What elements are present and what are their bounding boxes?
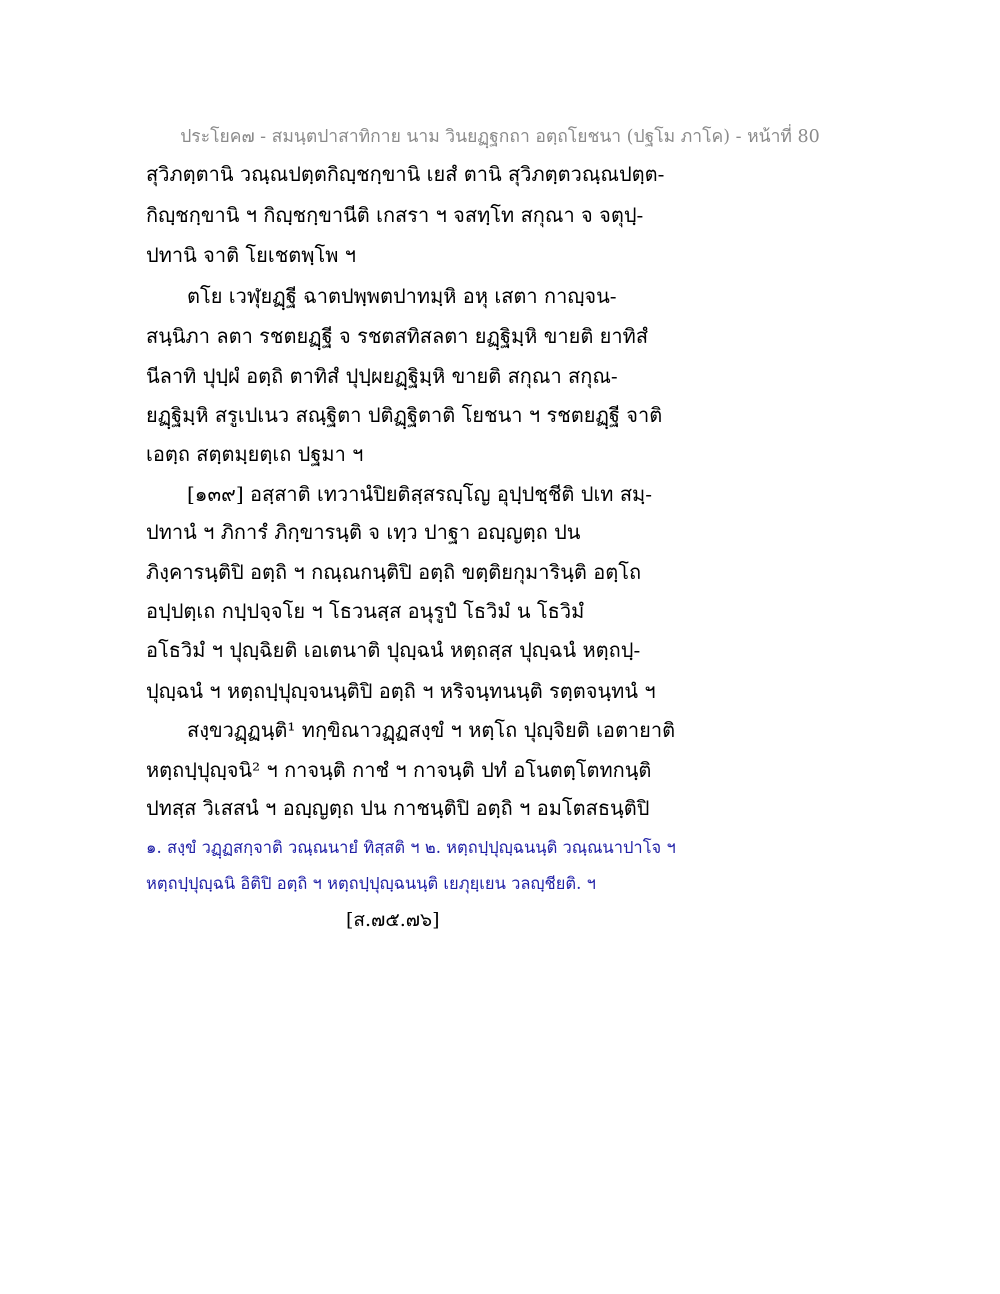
body-line-1: สุวิภตฺตานิ วณฺณปตฺตกิญฺชกฺขานิ เยสํ ตานิ สุวิภตฺตวณฺณปตฺต- <box>146 162 665 186</box>
body-line-6: นีลาทิ ปุปฺผํ อตฺถิ ตาทิสํ ปุปฺผยฏฺฐิมฺหิ ขายติ สกุณา สกุณ- <box>146 364 618 388</box>
body-line-5: สนฺนิภา ลตา รชตยฏฺฐี จ รชตสทิสลตา ยฏฺฐิมฺหิ ขายติ ยาทิสํ <box>146 324 649 348</box>
body-line-3: ปทานิ จาติ โยเชตพฺโพ ฯ <box>146 243 356 267</box>
body-line-9: [๑๓๙] อสฺสาติ เทวานํปิยติสฺสรญฺโญ อุปฺปชฺชีติ ปเท สมฺ- <box>187 482 652 506</box>
page-reference: [ส.๗๕.๗๖] <box>346 909 440 931</box>
body-line-10: ปทานํ ฯ ภิการํ ภิกฺขารนฺติ จ เทฺว ปาฐา อญฺญตฺถ ปน <box>146 520 581 544</box>
footnote-line-2: หตฺถปฺปุญฺฉนิ อิติปิ อตฺถิ ฯ หตฺถปฺปุญฺฉนนฺติ เยภุยฺเยน วลญฺชียติ. ฯ <box>146 874 596 893</box>
body-line-12: อปฺปตฺเถ กปฺปจฺจโย ฯ โธวนสฺส อนุรูปํ โธวิมํ น โธวิมํ <box>146 599 585 623</box>
body-line-2: กิญฺชกฺขานิ ฯ กิญฺชกฺขานีติ เกสรา ฯ จสทฺโท สกุณา จ จตุปฺ- <box>146 203 644 227</box>
page-header: ประโยค๗ - สมนฺตปาสาทิกาย นาม วินยฏฺฐกถา อตฺถโยชนา (ปฐโม ภาโค) - หน้าที่ 80 <box>180 127 820 147</box>
body-line-15: สงฺขวฏฺฏนฺติ¹ ทกฺขิณาวฏฺฏสงฺขํ ฯ หตฺโถ ปุญฺจิยติ เอตายาติ <box>187 718 676 742</box>
body-line-8: เอตฺถ สตฺตมฺยตฺเถ ปฐมา ฯ <box>146 442 364 466</box>
footnote-line-1: ๑. สงฺขํ วฏฺฏสกฺจาติ วณฺณนายํ ทิสฺสติ ฯ ๒. หตฺถปฺปุญฺฉนนฺติ วณฺณนาปาโจ ฯ <box>146 838 676 857</box>
body-line-13: อโธวิมํ ฯ ปุญฺฉิยติ เอเตนาติ ปุญฺฉนํ หตฺถสฺส ปุญฺฉนํ หตฺถปฺ- <box>146 638 641 662</box>
body-line-4: ตโย เวฬุยฏฺฐี ฉาตปพฺพตปาทมฺหิ อหุ เสตา กาญฺจน- <box>187 284 617 308</box>
body-line-14: ปุญฺฉนํ ฯ หตฺถปฺปุญฺจนนฺติปิ อตฺถิ ฯ หริจนฺทนนฺติ รตฺตจนฺทนํ ฯ <box>146 679 656 703</box>
body-line-7: ยฏฺฐิมฺหิ สรูเปเนว สณฺฐิตา ปติฏฺฐิตาติ โยชนา ฯ รชตยฏฺฐี จาติ <box>146 403 663 427</box>
body-line-11: ภิงฺคารนฺติปิ อตฺถิ ฯ กณฺณกนฺติปิ อตฺถิ ขตฺติยกุมารินฺติ อตฺโถ <box>146 560 642 584</box>
body-line-17: ปทสฺส วิเสสนํ ฯ อญฺญตฺถ ปน กาชนฺติปิ อตฺถิ ฯ อมโตสธนฺติปิ <box>146 796 650 820</box>
body-line-16: หตฺถปฺปุญฺจนิ² ฯ กาจนฺติ กาชํ ฯ กาจนฺติ ปทํ อโนตตฺโตทกนฺติ <box>146 758 652 782</box>
